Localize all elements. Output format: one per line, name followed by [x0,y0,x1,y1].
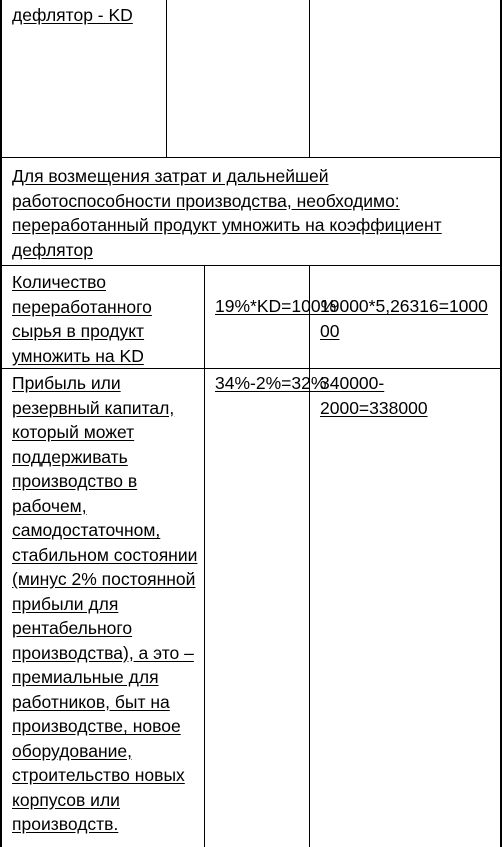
row4-col2-text: 34%-2%=32% [215,373,327,393]
row1-col3-cell [310,0,502,158]
row1-col1-text: дефлятор - KD [12,5,133,25]
row3-col2-cell [205,266,337,369]
row3-col1-text: Количество переработанного сырья в продукт умножить на KD [12,272,152,366]
row3-col3-cell [310,266,502,369]
row3-col1-cell [0,266,205,369]
row1-col1-cell [0,0,167,158]
row2-cell [0,158,502,266]
row4-col3-cell [310,369,502,847]
row3-col2-text: 19%*KD=100% [215,296,337,316]
row3-col3-text: 19000*5,26316=100000 [320,296,488,341]
row4-col1-cell [0,369,205,847]
row4-col2-cell [205,369,327,847]
row2-text: Для возмещения затрат и дальнейшей работоспособности производства, необходимо: переработанный продукт умножить на коэффициент дефлятор [12,166,442,260]
row1-col2-cell [167,0,310,158]
row4-col3-text: 340000-2000=338000 [320,373,428,418]
row4-col1-text: Прибыль или резервный капитал, который может поддерживать производство в рабочем, самодостаточном, стабильном состоянии (минус 2% постоянной прибыли для рентабельного производства), а это – премиальные для работников, быт на производстве, новое оборудование, строительство новых корпусов или производств. [12,373,198,834]
